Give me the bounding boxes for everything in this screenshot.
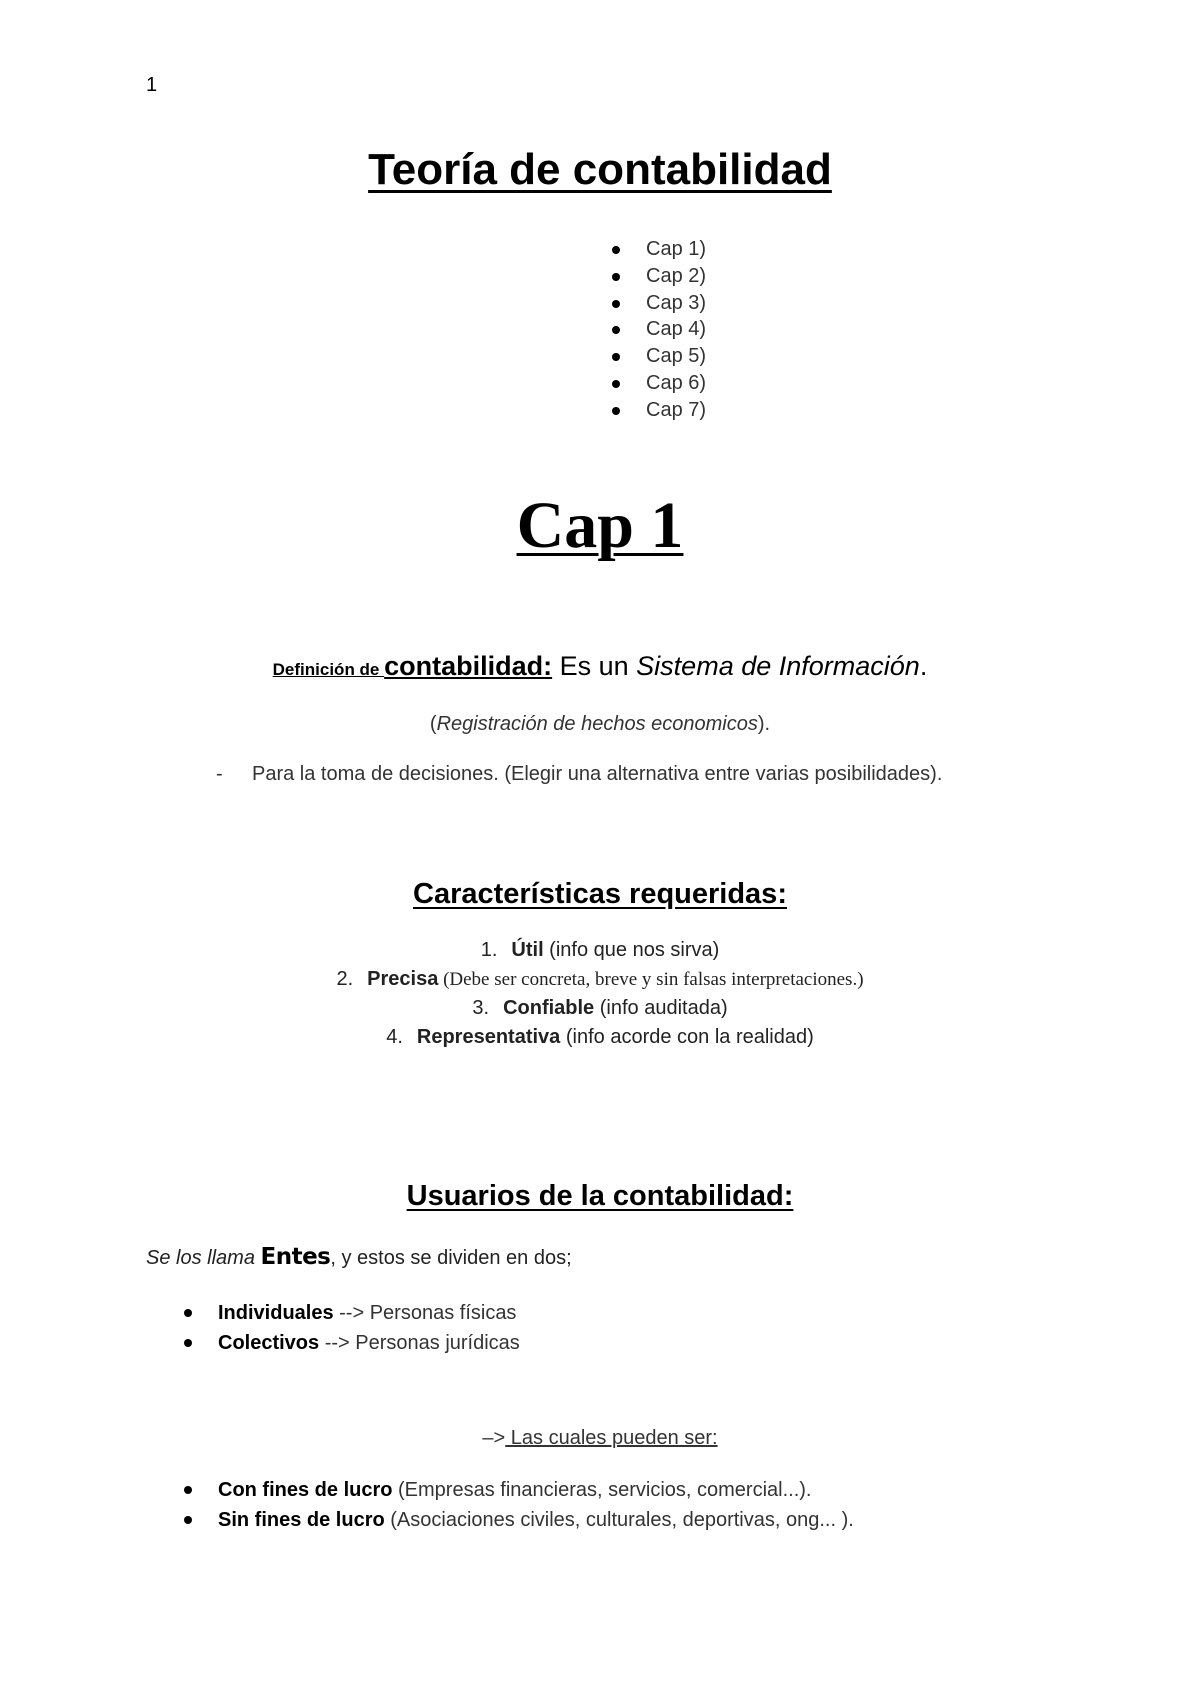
dash-marker: - [216,763,223,785]
entes-intro-italic: Se los llama [146,1247,261,1269]
registration-text: Registración de hechos economicos [436,713,758,735]
chapter-heading: Cap 1 [516,489,684,562]
bullet-icon [612,326,620,334]
item-desc: (info que nos sirva) [543,939,720,961]
bullet-icon [184,1309,192,1317]
item-term: Precisa [367,968,439,990]
decision-line [216,763,942,786]
toc-item [612,263,706,290]
toc-item-label: Cap 2) [646,264,707,287]
bullet-icon [184,1486,192,1494]
definition-label: Definición de [272,660,385,679]
toc-item-label: Cap 7) [646,398,707,421]
bullet-icon [612,380,620,388]
toc-item [612,290,706,317]
profit-list [184,1475,854,1535]
bullet-icon [612,300,620,308]
item-term: Sin fines de lucro [218,1509,385,1531]
list-item [0,994,1200,1023]
item-desc: (Asociaciones civiles, culturales, deportivas, ong... ). [384,1509,854,1531]
entes-intro-rest: , y estos se dividen en dos; [330,1247,572,1269]
bullet-icon [612,353,620,361]
list-item [184,1328,520,1358]
item-term: Útil [511,939,544,961]
list-item [0,1023,1200,1052]
item-term: Con fines de lucro [218,1479,393,1501]
bullet-icon [612,246,620,254]
definition-end: . [919,651,928,681]
entes-term: Entes [260,1244,331,1270]
item-desc: (Debe ser concreta, breve y sin falsas interpretaciones.) [438,969,864,990]
entes-list [184,1298,520,1358]
bullet-icon [184,1516,192,1524]
bullet-icon [612,273,620,281]
cuales-text: Las cuales pueden ser: [505,1427,718,1449]
toc-item-label: Cap 3) [646,291,707,314]
characteristics-list [0,936,1200,1052]
item-desc: (Empresas financieras, servicios, comercial...). [392,1479,812,1501]
toc-item-label: Cap 5) [646,345,707,368]
list-item [0,936,1200,965]
item-term: Colectivos [218,1332,320,1354]
paren-close: ). [757,713,771,735]
item-desc: --> Personas físicas [333,1302,517,1324]
item-term: Individuales [218,1302,334,1324]
bullet-icon [612,407,620,415]
definition-text: Es un [552,651,637,681]
list-item [0,965,1200,994]
decision-text: Para la toma de decisiones. (Elegir una alternativa entre varias posibilidades). [252,763,943,785]
page-number: 1 [146,74,158,96]
bullet-icon [184,1339,192,1347]
registration-note [0,713,1200,736]
toc-item-label: Cap 4) [646,318,707,341]
toc-item [612,236,706,263]
table-of-contents [612,236,706,424]
characteristics-heading: Características requeridas: [413,878,787,910]
toc-item-label: Cap 1) [646,238,707,260]
list-item [184,1475,854,1505]
list-item [184,1505,854,1535]
toc-item [612,343,706,370]
document-title: Teoría de contabilidad [368,145,832,194]
item-term: Representativa [416,1026,561,1048]
item-number: 3. [472,997,490,1019]
item-number: 1. [480,939,498,961]
toc-item [612,316,706,343]
toc-item [612,397,706,424]
cuales-line [0,1427,1200,1450]
entes-intro [146,1244,572,1270]
item-number: 4. [386,1026,403,1048]
paren-open: ( [429,713,437,735]
arrow-marker: –> [482,1427,506,1449]
item-desc: (info acorde con la realidad) [560,1026,814,1048]
users-heading: Usuarios de la contabilidad: [406,1180,794,1212]
definition-emphasis: Sistema de Información [636,651,920,681]
toc-item [612,370,706,397]
item-number: 2. [336,968,354,990]
definition-term: contabilidad: [384,651,553,681]
definition-line [0,651,1200,682]
toc-item-label: Cap 6) [646,371,707,394]
item-desc: (info auditada) [594,997,728,1019]
list-item [184,1298,520,1328]
item-desc: --> Personas jurídicas [319,1332,520,1354]
item-term: Confiable [503,997,595,1019]
